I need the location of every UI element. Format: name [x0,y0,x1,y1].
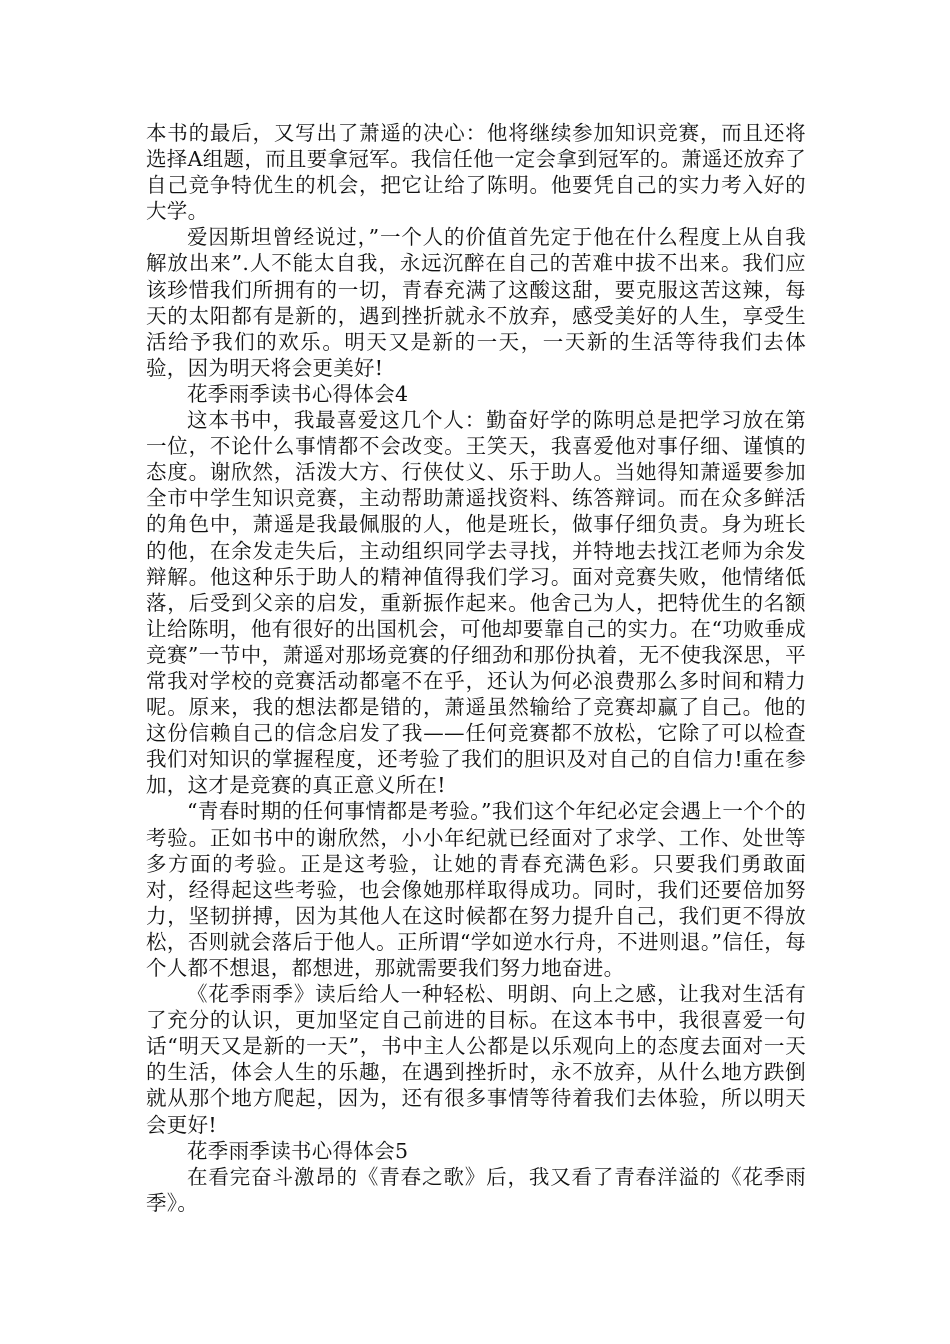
paragraph-youth-trials: “青春时期的任何事情都是考验。”我们这个年纪必定会遇上一个个的考验。正如书中的谢欣然，小小年纪就已经面对了求学、工作、处世等多方面的考验。正是这考验，让她的青春充满色彩。只要我们勇敢面对，经得起这些考验，也会像她那样取得成功。同时，我们还要倍加努力，坚韧拼搏，因为其他人在这时候都在努力提升自己，我们更不得放松，否则就会落后于他人。正所谓“学如逆水行舟，不进则退。”信任，每个人都不想退，都想进，那就需要我们努力地奋进。 [146,799,806,980]
paragraph-reflection: 《花季雨季》读后给人一种轻松、明朗、向上之感，让我对生活有了充分的认识，更加坚定自己前进的目标。在这本书中，我很喜爱一句话“明天又是新的一天”，书中主人公都是以乐观向上的态度去面对一天的生活，体会人生的乐趣，在遇到挫折时，永不放弃，从什么地方跌倒就从那个地方爬起，因为，还有很多事情等待着我们去体验，所以明天会更好! [146,982,806,1137]
paragraph-favorite-characters: 这本书中，我最喜爱这几个人：勤奋好学的陈明总是把学习放在第一位，不论什么事情都不会改变。王笑天，我喜爱他对事仔细、谨慎的态度。谢欣然，活泼大方、行侠仗义、乐于助人。当她得知萧遥要参加全市中学生知识竞赛，主动帮助萧遥找资料、练答辩词。而在众多鲜活的角色中，萧遥是我最佩服的人，他是班长，做事仔细负责。身为班长的他，在余发走失后，主动组织同学去寻找，并特地去找江老师为余发辩解。他这种乐于助人的精神值得我们学习。面对竞赛失败，他情绪低落，后受到父亲的启发，重新振作起来。他舍己为人，把特优生的名额让给陈明，他有很好的出国机会，可他却要靠自己的实力。在“功败垂成竞赛”一节中，萧遥对那场竞赛的仔细劲和那份执着，无不使我深思，平常我对学校的竞赛活动都毫不在乎，还认为何必浪费那么多时间和精力呢。原来，我的想法都是错的，萧遥虽然输给了竞赛却赢了自己。他的这份信赖自己的信念启发了我——任何竞赛都不放松，它除了可以检查我们对知识的掌握程度，还考验了我们的胆识及对自己的自信力!重在参加，这才是竞赛的真正意义所在! [146,408,806,798]
section-heading-5: 花季雨季读书心得体会5 [187,1138,409,1163]
section-heading-4: 花季雨季读书心得体会4 [187,381,409,406]
paragraph-einstein-quote: 爱因斯坦曾经说过，”一个人的价值首先定于他在什么程度上从自我解放出来”.人不能太自我，永远沉醉在自己的苦难中拔不出来。我们应该珍惜我们所拥有的一切，青春充满了这酸这甜，要克服这苦这辣，每天的太阳都有是新的，遇到挫折就永不放弃，感受美好的人生，享受生活给予我们的欢乐。明天又是新的一天，一天新的生活等待我们去体验，因为明天将会更美好! [146,225,806,380]
paragraph-continuation: 本书的最后，又写出了萧遥的决心：他将继续参加知识竞赛，而且还将选择A组题，而且要拿冠军。我信任他一定会拿到冠军的。萧遥还放弃了自己竞争特优生的机会，把它让给了陈明。他要凭自己的实力考入好的大学。 [146,121,806,224]
paragraph-intro-5: 在看完奋斗激昂的《青春之歌》后，我又看了青春洋溢的《花季雨季》。 [146,1164,806,1215]
document-body [146,120,806,1216]
